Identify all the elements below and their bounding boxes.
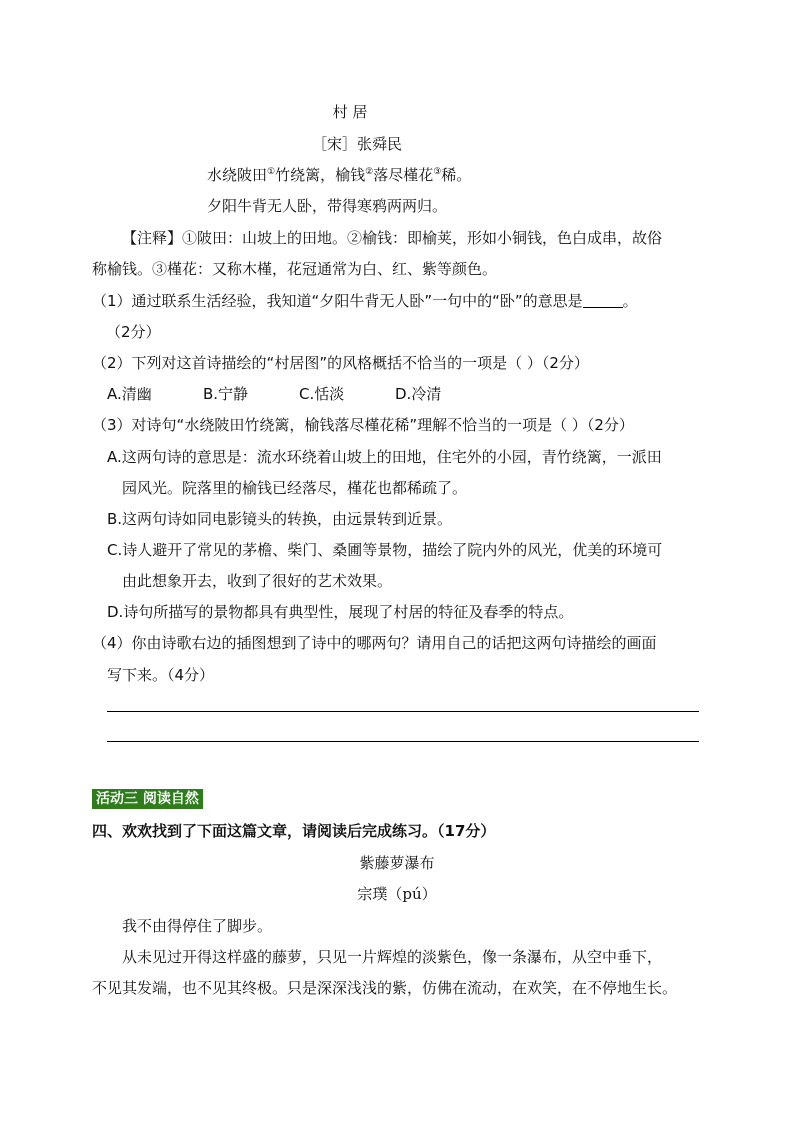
- question-3: （3）对诗句“水绕陂田竹绕篱，榆钱落尽槿花稀”理解不恰当的一项是（ ）（2分）: [92, 416, 634, 434]
- question-3-option-d: D.诗句所描写的景物都具有典型性，展现了村居的特征及春季的特点。: [107, 603, 574, 621]
- question-2-option-b: B.宁静: [203, 385, 249, 403]
- article-title: 紫藤萝瀑布: [359, 854, 435, 872]
- poem-line-2: 夕阳牛背无人卧，带得寒鸦两两归。: [207, 197, 448, 215]
- article-paragraph-1: 我不由得停住了脚步。: [122, 917, 273, 935]
- question-3-option-c-line-1: C.诗人避开了常见的茅檐、柴门、桑圃等景物，描绘了院内外的风光，优美的环境可: [107, 541, 663, 559]
- question-1-end: 。: [622, 292, 638, 310]
- section-heading: 四、欢欢找到了下面这篇文章，请阅读后完成练习。（17分）: [92, 822, 496, 840]
- question-4-line-1: （4）你由诗歌右边的插图想到了诗中的哪两句？请用自己的话把这两句诗描绘的画面: [92, 634, 657, 652]
- note-mark-3: ③: [433, 167, 442, 177]
- article-author: 宗璞（pú）: [357, 885, 437, 903]
- poem-line-1-part-b: 竹绕篱，榆钱: [275, 166, 366, 184]
- question-3-option-c-line-2: 由此想象开去，收到了很好的艺术效果。: [122, 572, 393, 590]
- article-paragraph-2-line-2: 不见其发端，也不见其终极。只是深深浅浅的紫，仿佛在流动，在欢笑，在不停地生长。: [92, 979, 678, 997]
- section-badge: 活动三 阅读自然: [92, 789, 203, 809]
- question-3-option-b: B.这两句诗如同电影镜头的转换，由远景转到近景。: [107, 510, 453, 528]
- note-mark-2: ②: [365, 167, 374, 177]
- question-2-option-a: A.清幽: [107, 385, 152, 403]
- question-3-option-a-line-1: A.这两句诗的意思是：流水环绕着山坡上的田地，住宅外的小园，青竹绕篱，一派田: [107, 448, 662, 466]
- question-2-option-c: C.恬淡: [299, 385, 345, 403]
- poem-line-1-part-a: 水绕陂田: [207, 166, 268, 184]
- article-paragraph-2-line-1: 从未见过开得这样盛的藤萝，只见一片辉煌的淡紫色，像一条瀑布，从空中垂下，: [122, 948, 663, 966]
- question-3-option-a-line-2: 园风光。院落里的榆钱已经落尽，槿花也都稀疏了。: [122, 479, 468, 497]
- poem-line-1: [207, 165, 471, 185]
- question-1-score: （2分）: [106, 323, 161, 341]
- poem-author: ［宋］张舜民: [312, 135, 403, 153]
- question-2-option-d: D.冷清: [395, 385, 442, 403]
- note-mark-1: ①: [267, 167, 276, 177]
- poem-title: 村 居: [332, 103, 368, 121]
- poem-line-1-part-d: 稀。: [441, 166, 472, 184]
- question-1-text: （1）通过联系生活经验，我知道“夕阳牛背无人卧”一句中的“卧”的意思是: [92, 292, 583, 310]
- poem-notes-line-2: 称榆钱。③槿花：又称木槿，花冠通常为白、红、紫等颜色。: [92, 260, 498, 278]
- question-4-line-2: 写下来。（4分）: [107, 666, 215, 684]
- question-1: [92, 291, 638, 311]
- answer-line-1[interactable]: [107, 711, 699, 712]
- question-2: （2）下列对这首诗描绘的“村居图”的风格概括不恰当的一项是（ ）（2分）: [92, 354, 589, 372]
- poem-notes-line-1: 【注释】①陂田：山坡上的田地。②榆钱：即榆荚，形如小铜钱，色白成串，故俗: [122, 229, 663, 247]
- poem-line-1-part-c: 落尽槿花: [373, 166, 434, 184]
- answer-line-2[interactable]: [107, 741, 699, 742]
- answer-blank[interactable]: [583, 293, 623, 308]
